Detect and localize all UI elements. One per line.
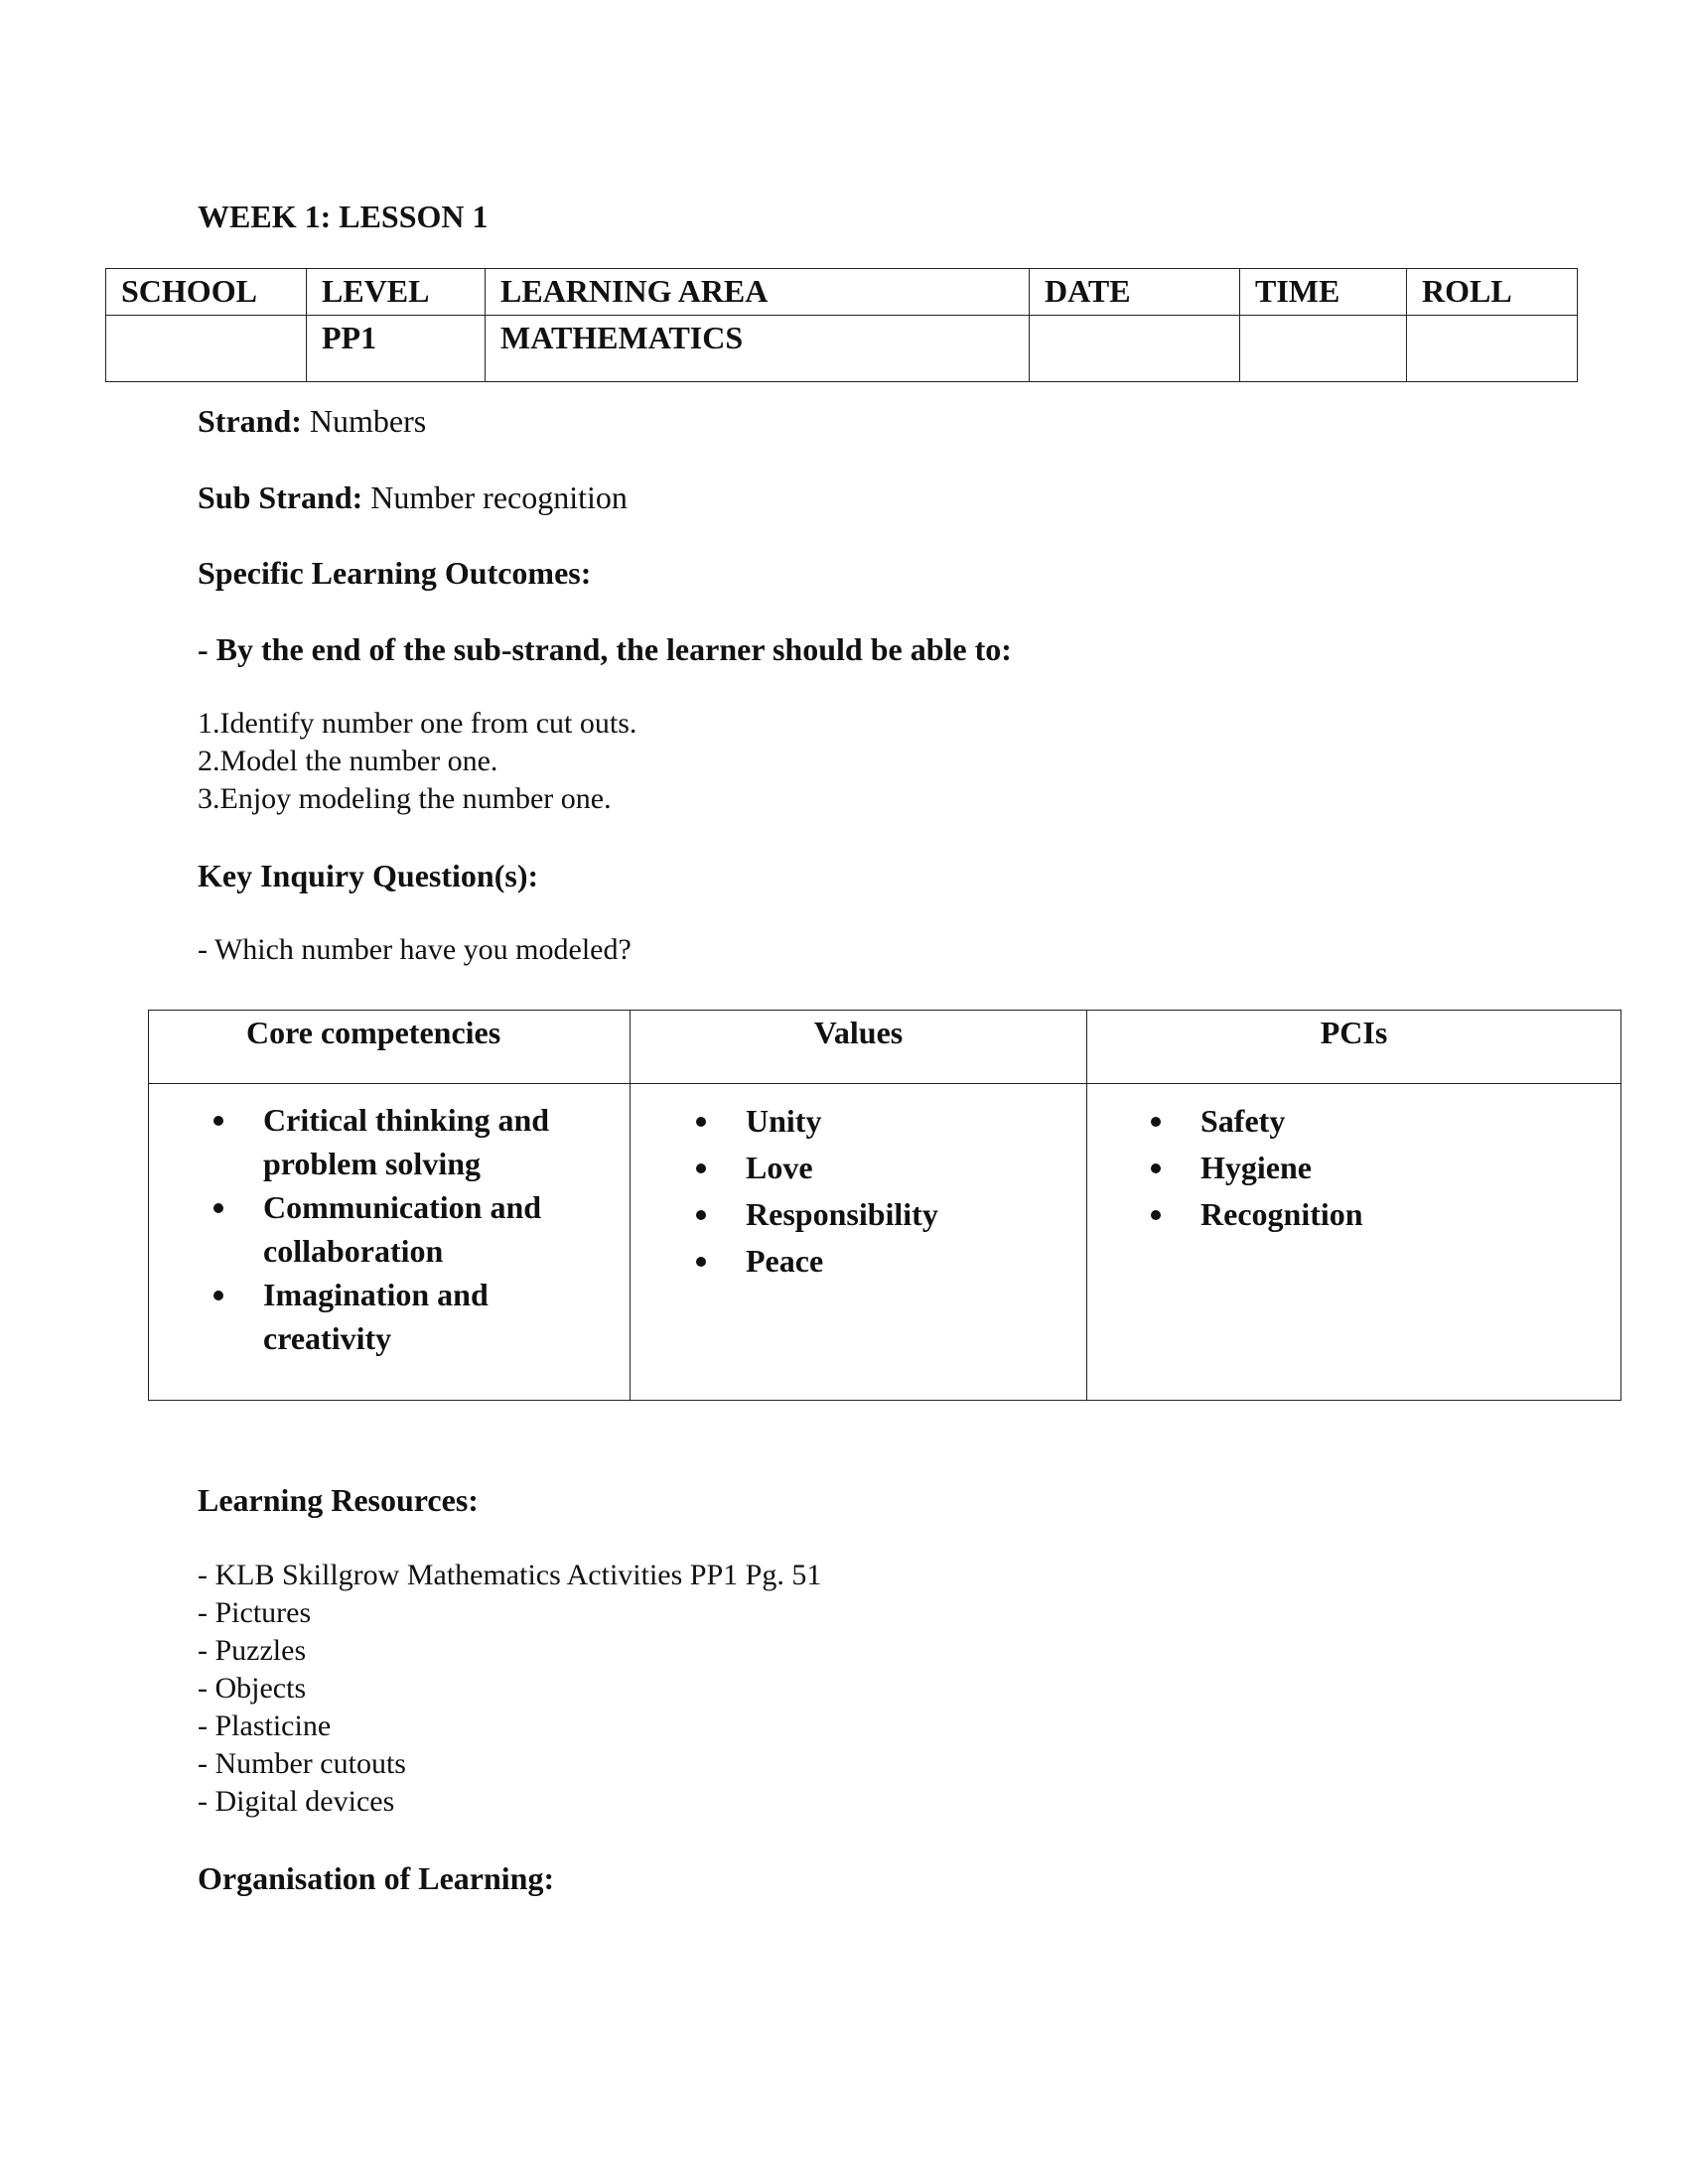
sub-strand-value: Number recognition	[370, 479, 628, 515]
resources-list	[198, 1557, 821, 1821]
list-item: Safety	[1200, 1098, 1620, 1145]
list-item: - Digital devices	[198, 1785, 395, 1818]
list-item: Imagination and creativity	[263, 1273, 591, 1360]
outcome-item: 3.Enjoy modeling the number one.	[198, 782, 612, 815]
list-item: - Number cutouts	[198, 1747, 406, 1780]
outcomes-intro: - By the end of the sub-strand, the learner should be able to:	[198, 631, 1012, 667]
list-item: - Pictures	[198, 1596, 312, 1629]
bullet-icon	[1151, 1210, 1161, 1220]
outcome-item: 1.Identify number one from cut outs.	[198, 707, 637, 740]
bullet-icon	[696, 1163, 706, 1173]
cell-school	[106, 316, 307, 382]
lesson-title: WEEK 1: LESSON 1	[198, 199, 489, 234]
core-competencies-header: Core competencies	[149, 1011, 631, 1084]
header-school: SCHOOL	[106, 269, 307, 316]
cell-learning-area: MATHEMATICS	[486, 316, 1030, 382]
bullet-icon	[696, 1117, 706, 1127]
pcis-header: PCIs	[1087, 1011, 1621, 1084]
header-learning-area: LEARNING AREA	[486, 269, 1030, 316]
organisation-heading: Organisation of Learning:	[198, 1860, 555, 1896]
outcome-item: 2.Model the number one.	[198, 745, 498, 777]
resources-heading: Learning Resources:	[198, 1482, 479, 1518]
cell-date	[1030, 316, 1240, 382]
strand-label: Strand:	[198, 403, 302, 439]
cell-level: PP1	[307, 316, 486, 382]
sub-strand-label: Sub Strand:	[198, 479, 363, 515]
bullet-icon	[213, 1203, 223, 1213]
list-item: - Objects	[198, 1672, 307, 1705]
header-time: TIME	[1240, 269, 1407, 316]
bullet-icon	[213, 1291, 223, 1300]
list-item: Critical thinking and problem solving	[263, 1098, 591, 1185]
header-level: LEVEL	[307, 269, 486, 316]
list-item: Recognition	[1200, 1191, 1620, 1238]
core-competencies-list	[263, 1098, 591, 1360]
header-roll: ROLL	[1407, 269, 1578, 316]
values-header: Values	[631, 1011, 1087, 1084]
bullet-icon	[1151, 1117, 1161, 1127]
bullet-icon	[1151, 1163, 1161, 1173]
bullet-icon	[213, 1116, 223, 1126]
values-list	[746, 1098, 1086, 1285]
list-item: - Puzzles	[198, 1634, 307, 1667]
lesson-header-table	[105, 268, 1578, 382]
list-item: Love	[746, 1145, 1086, 1191]
list-item: Peace	[746, 1238, 1086, 1285]
sub-strand-line	[198, 478, 628, 517]
header-date: DATE	[1030, 269, 1240, 316]
outcomes-heading: Specific Learning Outcomes:	[198, 555, 592, 591]
cell-time	[1240, 316, 1407, 382]
bullet-icon	[696, 1210, 706, 1220]
strand-line	[198, 401, 426, 441]
list-item: Unity	[746, 1098, 1086, 1145]
competencies-table	[148, 1010, 1621, 1401]
list-item: Hygiene	[1200, 1145, 1620, 1191]
inquiry-heading: Key Inquiry Question(s):	[198, 858, 539, 893]
cell-roll	[1407, 316, 1578, 382]
list-item: - Plasticine	[198, 1709, 332, 1742]
list-item: Responsibility	[746, 1191, 1086, 1238]
list-item: Communication and collaboration	[263, 1185, 591, 1273]
inquiry-question: - Which number have you modeled?	[198, 933, 632, 966]
list-item: - KLB Skillgrow Mathematics Activities PP1 Pg. 51	[198, 1559, 822, 1591]
bullet-icon	[696, 1257, 706, 1267]
strand-value: Numbers	[309, 403, 427, 439]
pcis-list	[1200, 1098, 1620, 1238]
outcomes-list	[198, 705, 636, 818]
